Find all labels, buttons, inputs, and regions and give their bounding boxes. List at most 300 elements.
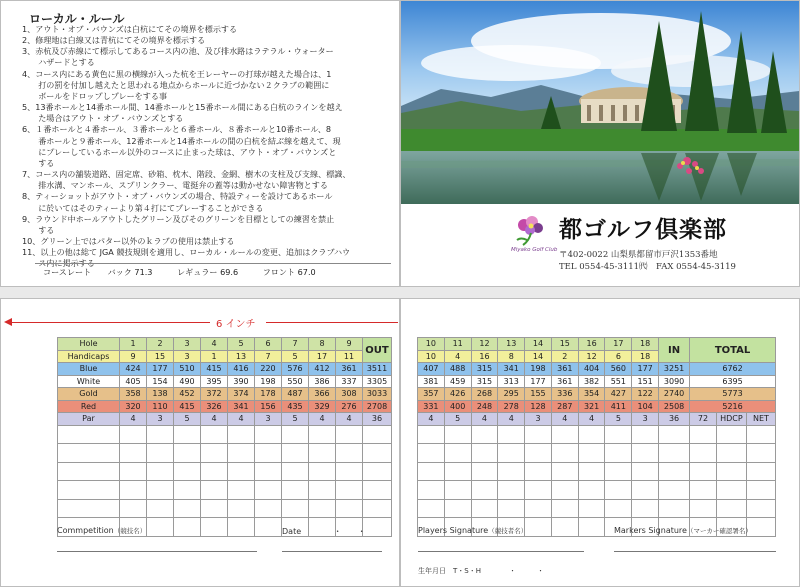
score-cell: 400 xyxy=(444,400,471,413)
score-cell xyxy=(336,481,363,500)
score-cell xyxy=(746,499,775,518)
score-cell xyxy=(363,444,392,463)
score-cell xyxy=(716,499,746,518)
score-cell: Par xyxy=(58,413,120,426)
score-cell xyxy=(174,518,201,537)
score-cell: 390 xyxy=(228,375,255,388)
rule-line: 打の罰を付加し越えたと思われる地点からホールに近づかない２クラブの範囲に xyxy=(22,79,330,90)
score-cell: 405 xyxy=(120,375,147,388)
course-rate-row xyxy=(35,263,391,278)
score-cell xyxy=(471,462,498,481)
score-cell xyxy=(201,444,228,463)
score-cell: 287 xyxy=(551,400,578,413)
score-cell: 12 xyxy=(578,350,605,363)
score-cell xyxy=(578,518,605,537)
score-cell: IN xyxy=(659,338,690,363)
score-cell xyxy=(228,425,255,444)
score-cell: Red xyxy=(58,400,120,413)
score-cell: 16 xyxy=(471,350,498,363)
score-cell: 104 xyxy=(632,400,659,413)
score-cell: 435 xyxy=(282,400,309,413)
score-cell xyxy=(690,425,717,444)
score-cell xyxy=(120,462,147,481)
score-cell: 320 xyxy=(120,400,147,413)
score-cell: 326 xyxy=(201,400,228,413)
score-cell xyxy=(418,462,445,481)
score-cell: 415 xyxy=(174,400,201,413)
score-cell xyxy=(578,481,605,500)
score-cell: 426 xyxy=(444,388,471,401)
score-cell xyxy=(444,444,471,463)
score-cell: 4 xyxy=(551,413,578,426)
date-field[interactable] xyxy=(282,551,382,552)
score-cell: 5773 xyxy=(690,388,776,401)
score-cell xyxy=(498,481,525,500)
score-cell: 5 xyxy=(605,413,632,426)
score-cell: 5 xyxy=(444,413,471,426)
out-score-entry-row[interactable] xyxy=(58,462,392,481)
score-cell xyxy=(525,481,552,500)
score-cell: 13 xyxy=(498,338,525,351)
score-cell: 10 xyxy=(418,350,445,363)
score-cell: Handicaps xyxy=(58,350,120,363)
score-cell: 248 xyxy=(471,400,498,413)
score-cell xyxy=(444,499,471,518)
score-cell: 72 xyxy=(690,413,717,426)
score-cell xyxy=(578,425,605,444)
score-cell xyxy=(578,499,605,518)
score-cell: 3 xyxy=(525,413,552,426)
rule-line: ハザードとする xyxy=(22,57,95,68)
score-cell: 416 xyxy=(228,363,255,376)
score-cell: 156 xyxy=(255,400,282,413)
out-row-par xyxy=(58,413,392,426)
rule-line: た場合はアウト・オブ・バウンズとする xyxy=(22,113,184,124)
score-cell xyxy=(716,425,746,444)
score-cell xyxy=(309,499,336,518)
score-cell xyxy=(690,499,717,518)
score-cell: 5216 xyxy=(690,400,776,413)
score-cell: 3251 xyxy=(659,363,690,376)
score-cell: 452 xyxy=(174,388,201,401)
score-cell: 354 xyxy=(578,388,605,401)
score-cell xyxy=(578,462,605,481)
score-cell xyxy=(174,499,201,518)
score-cell: 357 xyxy=(418,388,445,401)
score-cell: 154 xyxy=(147,375,174,388)
score-cell: 122 xyxy=(632,388,659,401)
score-cell: 18 xyxy=(632,338,659,351)
score-cell xyxy=(632,425,659,444)
score-cell xyxy=(174,444,201,463)
score-cell xyxy=(498,425,525,444)
score-cell xyxy=(578,444,605,463)
score-cell: 14 xyxy=(525,350,552,363)
score-cell xyxy=(551,518,578,537)
score-cell: 488 xyxy=(444,363,471,376)
in-score-entry-row[interactable] xyxy=(418,444,776,463)
score-cell xyxy=(282,425,309,444)
score-cell xyxy=(255,499,282,518)
score-cell: 490 xyxy=(174,375,201,388)
rule-line: 排水溝、マンホール、スプリンクラー、電挺弁の蓋等は動かせない障害物とする xyxy=(22,180,328,191)
score-cell xyxy=(363,462,392,481)
score-cell xyxy=(471,444,498,463)
score-cell: 1 xyxy=(120,338,147,351)
score-cell: 395 xyxy=(201,375,228,388)
score-cell: 3511 xyxy=(363,363,392,376)
score-cell: 415 xyxy=(201,363,228,376)
score-cell: Gold xyxy=(58,388,120,401)
course-rate-label: コースレート xyxy=(43,267,92,277)
score-cell xyxy=(336,462,363,481)
score-cell xyxy=(147,462,174,481)
score-cell: OUT xyxy=(363,338,392,363)
score-cell: 2740 xyxy=(659,388,690,401)
score-cell: 315 xyxy=(471,363,498,376)
in-row xyxy=(418,413,776,426)
score-cell: 151 xyxy=(632,375,659,388)
score-cell xyxy=(309,462,336,481)
score-cell: 386 xyxy=(309,375,336,388)
score-cell xyxy=(525,425,552,444)
score-cell xyxy=(746,462,775,481)
score-cell xyxy=(690,481,717,500)
in-score-entry-row[interactable] xyxy=(418,425,776,444)
score-cell xyxy=(551,499,578,518)
out-row-hole xyxy=(58,338,392,351)
score-cell: Blue xyxy=(58,363,120,376)
rule-line: する xyxy=(22,157,55,168)
rule-line: 9、ラウンド中ホールアウトしたグリーン及びそのグリーンを目標としての練習を禁止 xyxy=(22,213,335,224)
score-cell xyxy=(309,425,336,444)
score-cell xyxy=(659,481,690,500)
score-cell: 4 xyxy=(228,413,255,426)
in-row xyxy=(418,400,776,413)
score-cell xyxy=(716,462,746,481)
score-cell xyxy=(525,518,552,537)
score-cell: 551 xyxy=(605,375,632,388)
rule-line: ボールをドロップしプレーをする事 xyxy=(22,90,168,101)
out-score-table xyxy=(57,337,392,537)
out-row-white xyxy=(58,375,392,388)
score-cell: 3 xyxy=(174,338,201,351)
birth-date-label: 生年月日 T・S・H ・ ・ xyxy=(418,567,544,575)
score-cell xyxy=(605,444,632,463)
score-cell: 2 xyxy=(551,350,578,363)
score-cell xyxy=(716,444,746,463)
score-cell: 361 xyxy=(336,363,363,376)
score-cell: 411 xyxy=(605,400,632,413)
score-cell: 510 xyxy=(174,363,201,376)
score-cell: 412 xyxy=(309,363,336,376)
in-score-table xyxy=(417,337,776,537)
score-cell xyxy=(255,444,282,463)
score-cell xyxy=(632,462,659,481)
out-score-entry-row[interactable] xyxy=(58,425,392,444)
score-cell: 331 xyxy=(418,400,445,413)
score-cell: 220 xyxy=(255,363,282,376)
score-cell xyxy=(58,462,120,481)
clubhouse-photo xyxy=(401,1,799,204)
score-cell: 4 xyxy=(201,338,228,351)
score-cell: 372 xyxy=(201,388,228,401)
local-rules-panel xyxy=(0,0,400,287)
rules-list xyxy=(22,24,394,269)
score-cell xyxy=(551,425,578,444)
score-cell: White xyxy=(58,375,120,388)
score-cell: 2708 xyxy=(363,400,392,413)
score-cell xyxy=(147,518,174,537)
score-cell: 198 xyxy=(525,363,552,376)
score-cell xyxy=(282,481,309,500)
score-cell: 155 xyxy=(525,388,552,401)
score-cell: 16 xyxy=(578,338,605,351)
score-cell: 381 xyxy=(418,375,445,388)
score-cell: 8 xyxy=(309,338,336,351)
score-cell xyxy=(201,425,228,444)
score-cell: 361 xyxy=(551,363,578,376)
score-cell xyxy=(147,444,174,463)
score-cell xyxy=(471,481,498,500)
score-cell xyxy=(659,462,690,481)
score-cell xyxy=(632,444,659,463)
score-cell: 278 xyxy=(498,400,525,413)
phone-line: TEL 0554-45-3111㈹ FAX 0554-45-3119 xyxy=(559,262,736,272)
score-cell: 15 xyxy=(147,350,174,363)
score-cell xyxy=(498,462,525,481)
score-cell xyxy=(58,425,120,444)
score-cell: 4 xyxy=(120,413,147,426)
score-cell: 5 xyxy=(228,338,255,351)
out-score-entry-row[interactable] xyxy=(58,499,392,518)
score-cell: 407 xyxy=(418,363,445,376)
course-rate-back: バック 71.3 xyxy=(107,267,153,277)
score-cell xyxy=(336,444,363,463)
score-cell: 1 xyxy=(201,350,228,363)
score-cell xyxy=(525,499,552,518)
ruler-label: 6 インチ xyxy=(213,315,259,330)
rule-line: 5、13番ホールと14番ホール間、14番ホールと15番ホール間にある白杭のラインを越え xyxy=(22,102,343,113)
rule-line: ス内に掲示する xyxy=(22,258,95,269)
score-cell xyxy=(201,481,228,500)
score-cell xyxy=(228,444,255,463)
score-cell xyxy=(605,425,632,444)
score-cell xyxy=(605,481,632,500)
score-cell: 11 xyxy=(444,338,471,351)
score-cell: 13 xyxy=(228,350,255,363)
score-cell xyxy=(58,499,120,518)
score-cell xyxy=(174,462,201,481)
score-cell: 560 xyxy=(605,363,632,376)
flower-logo-icon xyxy=(511,213,551,247)
players-signature-field[interactable] xyxy=(418,551,584,552)
rules-title: ローカル・ルール xyxy=(29,12,125,26)
score-cell: 178 xyxy=(255,388,282,401)
score-cell xyxy=(174,481,201,500)
score-cell: 6 xyxy=(255,338,282,351)
rule-line: 番ホールと９番ホール、12番ホールと14番ホールの間の白杭を結ぶ線を越えて、現 xyxy=(22,135,341,146)
in-row xyxy=(418,375,776,388)
score-cell: 3305 xyxy=(363,375,392,388)
score-cell xyxy=(363,481,392,500)
score-cell xyxy=(120,444,147,463)
ruler-line-left xyxy=(6,322,210,323)
rule-line: 1、アウト・オブ・バウンズは白杭にてその境界を標示する xyxy=(22,24,238,34)
score-cell: 361 xyxy=(551,375,578,388)
score-cell xyxy=(255,425,282,444)
score-cell xyxy=(201,518,228,537)
ruler-line-right xyxy=(266,322,398,323)
score-cell: 308 xyxy=(336,388,363,401)
score-cell: 3 xyxy=(632,413,659,426)
score-cell xyxy=(605,462,632,481)
out-row-blue xyxy=(58,363,392,376)
in-score-entry-row[interactable] xyxy=(418,499,776,518)
score-cell: 404 xyxy=(578,363,605,376)
score-cell: TOTAL xyxy=(690,338,776,363)
score-cell: 4 xyxy=(444,350,471,363)
score-cell: 5 xyxy=(174,413,201,426)
score-cell: 337 xyxy=(336,375,363,388)
score-cell: 110 xyxy=(147,400,174,413)
club-address xyxy=(559,249,736,273)
score-cell: 3 xyxy=(255,413,282,426)
competition-field[interactable] xyxy=(57,551,257,552)
rule-line: 10、グリーン上ではパター以外のｋラブの使用は禁止する xyxy=(22,235,235,246)
score-cell: 198 xyxy=(255,375,282,388)
score-cell: 366 xyxy=(309,388,336,401)
score-cell: 3 xyxy=(147,413,174,426)
out-row-gold xyxy=(58,388,392,401)
score-cell: 4 xyxy=(471,413,498,426)
score-cell: 8 xyxy=(498,350,525,363)
score-cell: 382 xyxy=(578,375,605,388)
score-cell xyxy=(282,462,309,481)
score-cell xyxy=(525,462,552,481)
rule-line: 7、コース内の舗装道路、固定席、砂箱、枕木、階段、金網、樹木の支柱及び支線、標識、 xyxy=(22,169,351,180)
date-label: Date ・ ・ xyxy=(282,527,366,536)
score-cell xyxy=(255,518,282,537)
in-score-entry-row[interactable] xyxy=(418,481,776,500)
score-cell xyxy=(498,499,525,518)
out-score-entry-row[interactable] xyxy=(58,481,392,500)
score-cell xyxy=(201,499,228,518)
score-cell: 268 xyxy=(471,388,498,401)
score-cell xyxy=(551,444,578,463)
rule-line: する xyxy=(22,224,55,235)
players-signature-label: Players Signature（競技者名） xyxy=(418,526,528,535)
score-cell xyxy=(659,425,690,444)
score-cell: 4 xyxy=(498,413,525,426)
score-cell: 276 xyxy=(336,400,363,413)
score-cell: 459 xyxy=(444,375,471,388)
score-cell: 424 xyxy=(120,363,147,376)
score-cell xyxy=(525,444,552,463)
score-cell xyxy=(418,444,445,463)
score-cell xyxy=(632,481,659,500)
score-cell: 9 xyxy=(336,338,363,351)
markers-signature-label: Markers Signature（マーカー確認署名） xyxy=(614,526,752,535)
rule-line: 11、以上の他は総て JGA 競技規則を適用し、ローカル・ルールの変更、追加はクラブハウ xyxy=(22,247,351,258)
score-cell xyxy=(551,481,578,500)
score-cell: 487 xyxy=(282,388,309,401)
rule-line: に於いてはそのティーより第４打にてプレーすることができる xyxy=(22,202,264,213)
score-cell xyxy=(336,499,363,518)
score-cell: 11 xyxy=(336,350,363,363)
score-cell: 4 xyxy=(418,413,445,426)
score-cell: 2 xyxy=(147,338,174,351)
score-cell: 3 xyxy=(174,350,201,363)
score-cell: HDCP xyxy=(716,413,746,426)
score-cell xyxy=(147,499,174,518)
score-cell: 5 xyxy=(282,350,309,363)
score-cell: 12 xyxy=(471,338,498,351)
score-cell xyxy=(746,481,775,500)
markers-signature-field[interactable] xyxy=(614,551,776,552)
rule-line: 2、修理地は白線又は青杭にてその境界を標示する xyxy=(22,35,206,46)
in-score-entry-row[interactable] xyxy=(418,462,776,481)
score-cell xyxy=(228,481,255,500)
score-cell xyxy=(418,425,445,444)
competition-label: Commpetition（競技名） xyxy=(57,526,147,535)
score-cell xyxy=(309,444,336,463)
score-cell: 6395 xyxy=(690,375,776,388)
club-info-panel xyxy=(400,0,800,287)
score-cell: 4 xyxy=(309,413,336,426)
score-cell: 374 xyxy=(228,388,255,401)
score-cell: 17 xyxy=(605,338,632,351)
score-cell xyxy=(605,499,632,518)
score-cell xyxy=(363,425,392,444)
score-cell: 315 xyxy=(471,375,498,388)
in-row xyxy=(418,363,776,376)
score-cell: 18 xyxy=(632,350,659,363)
score-cell: 321 xyxy=(578,400,605,413)
score-cell xyxy=(336,425,363,444)
score-cell xyxy=(255,462,282,481)
score-cell: 329 xyxy=(309,400,336,413)
in-row xyxy=(418,388,776,401)
score-cell xyxy=(147,481,174,500)
score-cell xyxy=(282,499,309,518)
score-cell: 4 xyxy=(578,413,605,426)
score-cell: 138 xyxy=(147,388,174,401)
score-cell: 7 xyxy=(255,350,282,363)
score-cell: 341 xyxy=(228,400,255,413)
score-cell: 128 xyxy=(525,400,552,413)
score-cell xyxy=(418,499,445,518)
score-cell: NET xyxy=(746,413,775,426)
score-cell xyxy=(746,444,775,463)
score-cell xyxy=(228,518,255,537)
score-cell: 15 xyxy=(551,338,578,351)
score-cell: 177 xyxy=(632,363,659,376)
score-cell xyxy=(255,481,282,500)
score-cell xyxy=(120,481,147,500)
score-cell: 14 xyxy=(525,338,552,351)
out-score-entry-row[interactable] xyxy=(58,444,392,463)
score-cell xyxy=(444,425,471,444)
score-cell xyxy=(746,425,775,444)
in-row xyxy=(418,338,776,351)
out-row-red xyxy=(58,400,392,413)
rule-line: 6、１番ホールと４番ホール、３番ホールと６番ホール、８番ホールと10番ホール、8 xyxy=(22,124,332,135)
score-cell xyxy=(659,444,690,463)
score-cell: 6 xyxy=(605,350,632,363)
score-cell xyxy=(201,462,228,481)
rule-line: にプレーしているホール以外のコースに止まった球は、アウト・オブ・バウンズと xyxy=(22,146,337,157)
